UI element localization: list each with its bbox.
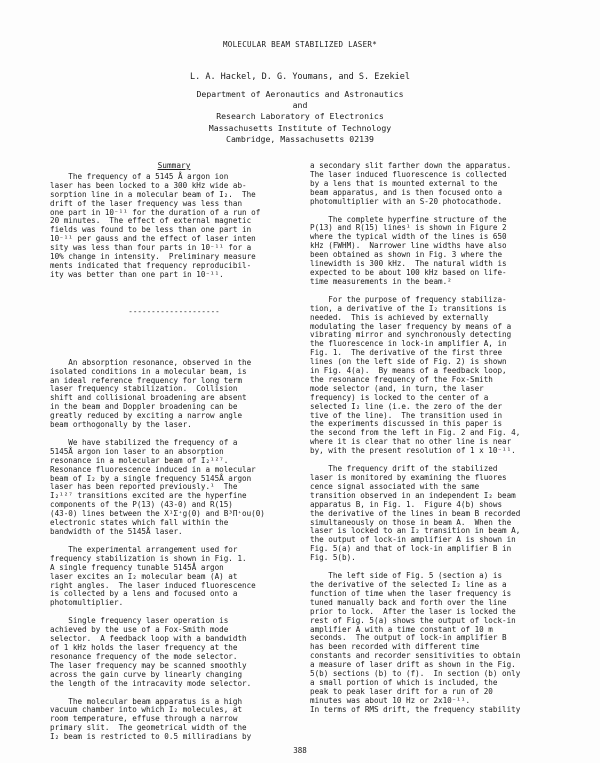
body-paragraph: The experimental arrangement used for frequency stabilization is shown in Fig. 1. A single frequency tunable 5145Å argon laser excites an I₂ molecular beam (A) at right angles. The laser induced fluorescence is collected by a lens and focused onto a photomultiplier. [50,544,256,608]
body-paragraph: The frequency drift of the stabilized laser is monitored by examining the fluores cence signal associated with the same transition observed in an independent I₂ beam apparatus B, in Fig. 1. Figure 4(b) shows the derivative of the lines in beam B recorded simultaneously on those in beam A. When the laser is locked to an I₂ transition in beam A, the output of lock-in amplifier A is shown in Fig. 5(a) and that of lock-in amplifier B in Fig. 5(b). [310,464,521,563]
affiliation-line: Department of Aeronautics and Astronautics [196,89,404,99]
body-paragraph: The molecular beam apparatus is a high vacuum chamber into which I₂ molecules, at room temperature, effuse through a narrow primary slit. The geometrical width of the I₂ beam is restricted to 0.5 milliradians by [50,696,252,742]
affiliation-line: Cambridge, Massachusetts 02139 [226,133,374,144]
affiliation-line: Research Laboratory of Electronics [216,111,384,122]
summary-paragraph: The frequency of a 5145 Å argon ion laser has been locked to a 300 kHz wide ab- sorption line in a molecular beam of I₂. The drift of the laser frequency was less than one part in 10⁻¹¹ for the duration of a run of 20 minutes. The effect of external magnetic fields was found to be less than one part in 10⁻¹¹ per gauss and the effect of laser inten sity was less than four parts in 10⁻¹¹ for a 10% change in intensity. Preliminary measure ments indicated that frequency reproducibil- ity was better than one part in 10⁻¹¹. [50,171,261,279]
body-paragraph: For the purpose of frequency stabiliza- tion, a derivative of the I₂ transitions is needed. This is achieved by externally modulating the laser frequency by means of a vibrating mirror and synchronously detecting the fluorescence in lock-in amplifier A, in Fig. 1. The derivative of the first three lines (on the left side of Fig. 2) is shown in Fig. 4(a). By means of a feedback loop, the resonance frequency of the Fox-Smith mode selector (and, in turn, the laser frequency) is locked to the center of a selected I₂ line (i.e. the zero of the der tive of the line). The transition used in the experiments discussed in this paper is the second from the left in Fig. 2 and Fig. 4, where it is clear that no other line is near by, with the present resolution of 1 x 10⁻¹¹. [310,294,521,456]
body-paragraph: The complete hyperfine structure of the P(13) and R(15) lines¹ is shown in Figure 2 where the typical width of the lines is 650 kHz (FWHM). Narrower line widths have also been obtained as shown in Fig. 3 where the linewidth is 300 kHz. The natural width is expected to be about 100 kHz based on life- time measurements in the beam.² [310,214,507,286]
body-paragraph: We have stabilized the frequency of a 5145Å argon ion laser to an absorption resonance in a molecular beam of I₂¹²⁷. Resonance fluorescence induced in a molecular beam of I₂ by a single frequency 5145Å argon laser has been reported previously.¹ The I₂¹²⁷ transitions excited are the hyperfine components of the P(13) (43-0) and R(15) (43-0) lines between the X¹Σ⁺g(0) and B³Π⁺ou(0) electronic states which fall within the bandwidth of the 5145Å laser. [50,437,265,536]
right-column [310,162,558,715]
body-paragraph: a secondary slit farther down the apparatus. The laser induced fluorescence is collected by a lens that is mounted external to the beam apparatus, and is then focused onto a photomultiplier with an S-20 photocathode. [310,161,512,206]
affiliation-block [0,89,600,145]
paper-title: MOLECULAR BEAM STABILIZED LASER* [222,40,378,49]
author-list: L. A. Hackel, D. G. Youmans, and S. Ezekiel [189,72,411,82]
body-paragraph: The left side of Fig. 5 (section a) is the derivative of the selected I₂ line as a function of time when the laser frequency is tuned manually back and forth over the line prior to lock. After the laser is locked the rest of Fig. 5(a) shows the output of lock-in amplifier A with a time constant of 10 m seconds. The output of lock-in amplifier B has been recorded with different time constants and recorder sensitivities to obtain a measure of laser drift as shown in the Fig. 5(b) sections (b) to (f). In section (b) only a small portion of which is included, the peak to peak laser drift for a run of 20 minutes was about 10 Hz or 2x10⁻¹¹. In terms of RMS drift, the frequency stability [310,571,521,714]
left-column [50,162,298,742]
affiliation-line: and [292,100,308,111]
affiliation-line: Massachusetts Institute of Technology [208,122,392,133]
summary-heading: Summary [157,161,191,170]
page-number: 388 [293,746,307,755]
body-paragraph: An absorption resonance, observed in the isolated conditions in a molecular beam, is an ideal reference frequency for long term laser frequency stabilization. Collision shift and collisional broadening are absent in the beam and Doppler broadening can be greatly reduced by exciting a narrow angle beam orthogonally by the laser. [50,357,252,430]
section-divider: -------------------- [128,306,220,316]
body-paragraph: Single frequency laser operation is achieved by the use of a Fox-Smith mode selector. A feedback loop with a bandwidth of 1 kHz holds the laser frequency at the resonance frequency of the mode selector. The laser frequency may be scanned smoothly across the gain curve by linearly changing the length of the intracavity mode selector. [50,616,252,688]
